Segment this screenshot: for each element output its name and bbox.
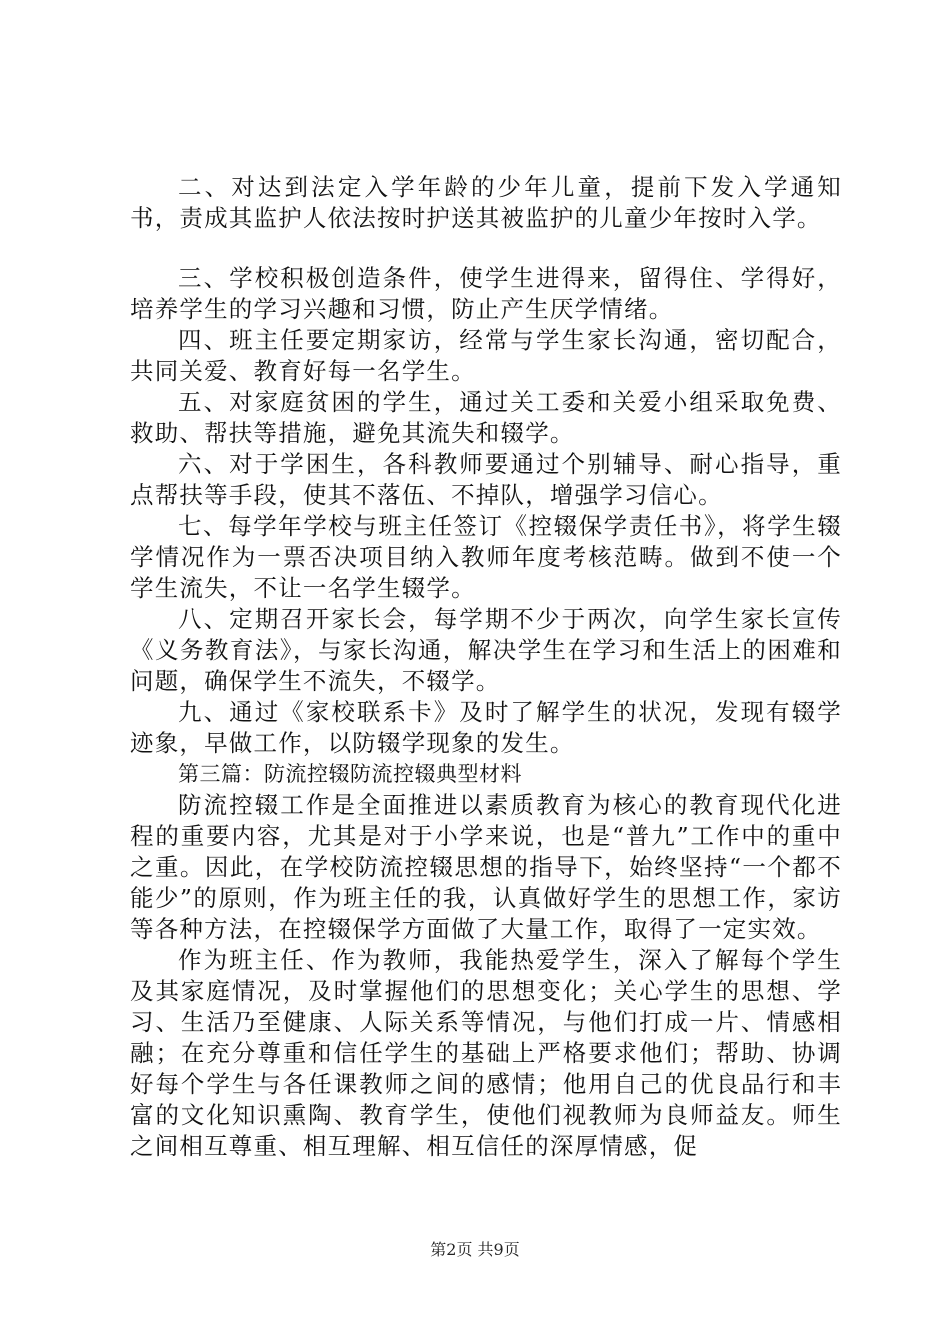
paragraph-9: 九、通过《家校联系卡》及时了解学生的状况，发现有辍学迹象，早做工作，以防辍学现象的发生。 <box>130 698 842 757</box>
section-heading: 第三篇：防流控辍防流控辍典型材料 <box>178 762 522 786</box>
document-body <box>130 172 842 1162</box>
paragraph-intro: 防流控辍工作是全面推进以素质教育为核心的教育现代化进程的重要内容，尤其是对于小学来说，也是“普九”工作中的重中之重。因此，在学校防流控辍思想的指导下，始终坚持“一个都不能少”的原则，作为班主任的我，认真做好学生的思想工作，家访等各种方法，在控辍保学方面做了大量工作，取得了一定实效。 <box>130 791 842 943</box>
paragraph-6: 六、对于学困生，各科教师要通过个别辅导、耐心指导，重点帮扶等手段，使其不落伍、不掉队，增强学习信心。 <box>130 450 842 509</box>
paragraph-8: 八、定期召开家长会，每学期不少于两次，向学生家长宣传《义务教育法》，与家长沟通，解决学生在学习和生活上的困难和问题，确保学生不流失，不辍学。 <box>130 605 842 695</box>
page-number-footer: 第2页 共9页 <box>430 1240 520 1259</box>
paragraph-7: 七、每学年学校与班主任签订《控辍保学责任书》，将学生辍学情况作为一票否决项目纳入教师年度考核范畴。做到不使一个学生流失，不让一名学生辍学。 <box>130 512 842 602</box>
paragraph-3: 三、学校积极创造条件，使学生进得来，留得住、学得好，培养学生的学习兴趣和习惯，防止产生厌学情绪。 <box>130 264 842 323</box>
paragraph-teacher: 作为班主任、作为教师，我能热爱学生，深入了解每个学生及其家庭情况，及时掌握他们的思想变化；关心学生的思想、学习、生活乃至健康、人际关系等情况，与他们打成一片、情感相融；在充分尊重和信任学生的基础上严格要求他们；帮助、协调好每个学生与各任课教师之间的感情；他用自己的优良品行和丰富的文化知识熏陶、教育学生，使他们视教师为良师益友。师生之间相互尊重、相互理解、相互信任的深厚情感，促 <box>130 946 842 1160</box>
paragraph-4: 四、班主任要定期家访，经常与学生家长沟通，密切配合，共同关爱、教育好每一名学生。 <box>130 326 842 385</box>
paragraph-5: 五、对家庭贫困的学生，通过关工委和关爱小组采取免费、救助、帮扶等措施，避免其流失和辍学。 <box>130 388 842 447</box>
paragraph-2: 二、对达到法定入学年龄的少年儿童，提前下发入学通知书，责成其监护人依法按时护送其被监护的儿童少年按时入学。 <box>130 173 842 232</box>
